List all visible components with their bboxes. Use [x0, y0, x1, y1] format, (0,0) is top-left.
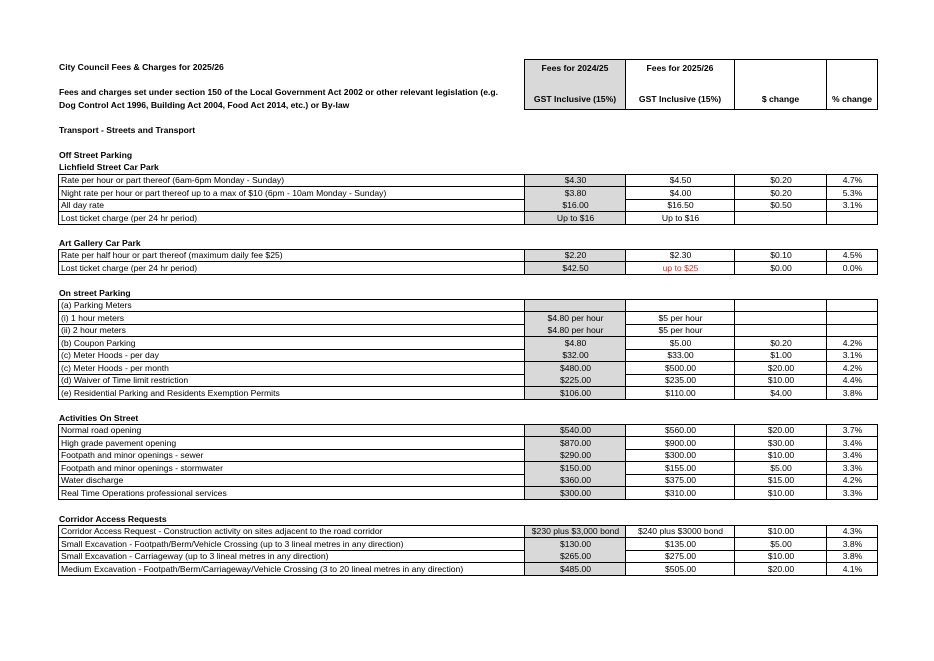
- dollar-change-cell: $0.20: [734, 187, 827, 200]
- page-subtitle-line1: Fees and charges set under section 150 of the Local Government Act 2002 or other relevant legislation (e.g.: [59, 87, 499, 97]
- dollar-change-cell: $5.00: [734, 538, 827, 551]
- percent-change-cell: 4.3%: [826, 525, 878, 538]
- section-title: Activities On Street: [59, 413, 139, 423]
- percent-change-cell: 3.1%: [826, 199, 878, 212]
- description-cell: Lost ticket charge (per 24 hr period): [58, 262, 525, 275]
- dollar-change-cell: $0.10: [734, 249, 827, 262]
- description-cell: Small Excavation - Footpath/Berm/Vehicle Crossing (up to 3 lineal metres in any direction): [58, 538, 525, 551]
- percent-change-cell: 3.3%: [826, 487, 878, 500]
- dollar-change-cell: $10.00: [734, 374, 827, 387]
- description-cell: Rate per half hour or part thereof (maximum daily fee $25): [58, 249, 525, 262]
- description-cell: Real Time Operations professional services: [58, 487, 525, 500]
- percent-change-cell: 3.8%: [826, 387, 878, 400]
- fee-2024-cell: $150.00: [524, 462, 626, 475]
- fee-2025-cell: $135.00: [625, 538, 735, 551]
- dollar-change-cell: [734, 312, 827, 325]
- fee-2025-cell: $310.00: [625, 487, 735, 500]
- description-cell: High grade pavement opening: [58, 437, 525, 450]
- fee-2025-cell: $2.30: [625, 249, 735, 262]
- percent-change-cell: 3.8%: [826, 550, 878, 563]
- dollar-change-cell: $5.00: [734, 462, 827, 475]
- section-subtitle: Lichfield Street Car Park: [59, 162, 159, 172]
- dollar-change-cell: $10.00: [734, 449, 827, 462]
- description-cell: (ii) 2 hour meters: [58, 324, 525, 337]
- section-title: Art Gallery Car Park: [59, 238, 141, 248]
- col-header-2025: [625, 59, 735, 110]
- description-cell: (e) Residential Parking and Residents Exemption Permits: [58, 387, 525, 400]
- dollar-change-cell: $4.00: [734, 387, 827, 400]
- fee-2025-cell: $275.00: [625, 550, 735, 563]
- description-cell: (c) Meter Hoods - per month: [58, 362, 525, 375]
- category-heading: Transport - Streets and Transport: [59, 125, 196, 135]
- fee-2024-cell: $42.50: [524, 262, 626, 275]
- fee-2024-cell: [524, 299, 626, 312]
- description-cell: (b) Coupon Parking: [58, 337, 525, 350]
- percent-change-cell: 3.1%: [826, 349, 878, 362]
- description-cell: (d) Waiver of Time limit restriction: [58, 374, 525, 387]
- fee-2024-cell: $225.00: [524, 374, 626, 387]
- dollar-change-cell: $30.00: [734, 437, 827, 450]
- description-cell: (c) Meter Hoods - per day: [58, 349, 525, 362]
- dollar-change-cell: $20.00: [734, 563, 827, 576]
- description-cell: Night rate per hour or part thereof up to a max of $10 (6pm - 10am Monday - Sunday): [58, 187, 525, 200]
- section-title: Off Street Parking: [59, 150, 133, 160]
- percent-change-cell: 3.7%: [826, 424, 878, 437]
- col-header-change-label: $ change: [761, 94, 800, 104]
- fee-2025-cell: $110.00: [625, 387, 735, 400]
- fee-2024-cell: $300.00: [524, 487, 626, 500]
- percent-change-cell: 4.2%: [826, 474, 878, 487]
- dollar-change-cell: $10.00: [734, 550, 827, 563]
- percent-change-cell: [826, 324, 878, 337]
- percent-change-cell: 4.2%: [826, 337, 878, 350]
- fee-2025-cell: $4.50: [625, 174, 735, 187]
- fee-2024-cell: $4.80 per hour: [524, 324, 626, 337]
- dollar-change-cell: $10.00: [734, 525, 827, 538]
- description-cell: Footpath and minor openings - stormwater: [58, 462, 525, 475]
- page-subtitle-line2: Dog Control Act 1996, Building Act 2004, Food Act 2014, etc.) or By-law: [59, 100, 350, 110]
- col-header-2025-top: Fees for 2025/26: [646, 63, 714, 73]
- description-cell: (i) 1 hour meters: [58, 312, 525, 325]
- fee-2025-cell: Up to $16: [625, 212, 735, 225]
- fee-2024-cell: $870.00: [524, 437, 626, 450]
- col-header-change: [734, 59, 827, 110]
- fee-2024-cell: $480.00: [524, 362, 626, 375]
- description-cell: Rate per hour or part thereof (6am-6pm Monday - Sunday): [58, 174, 525, 187]
- fee-2024-cell: Up to $16: [524, 212, 626, 225]
- section-title: Corridor Access Requests: [59, 514, 167, 524]
- fee-2025-cell: $5 per hour: [625, 312, 735, 325]
- fee-2025-cell: $300.00: [625, 449, 735, 462]
- description-cell: Medium Excavation - Footpath/Berm/Carriageway/Vehicle Crossing (3 to 20 lineal metres in any direction): [58, 563, 525, 576]
- fee-2025-cell: $5 per hour: [625, 324, 735, 337]
- description-cell: Water discharge: [58, 474, 525, 487]
- col-header-2024-bottom: GST Inclusive (15%): [533, 94, 617, 104]
- fee-2025-cell: $16.50: [625, 199, 735, 212]
- fee-2024-cell: $540.00: [524, 424, 626, 437]
- description-cell: (a) Parking Meters: [58, 299, 525, 312]
- fee-2024-cell: $16.00: [524, 199, 626, 212]
- fee-2024-cell: $4.80 per hour: [524, 312, 626, 325]
- percent-change-cell: 3.3%: [826, 462, 878, 475]
- description-cell: All day rate: [58, 199, 525, 212]
- fee-2025-cell: $240 plus $3000 bond: [625, 525, 735, 538]
- percent-change-cell: 4.4%: [826, 374, 878, 387]
- fee-2024-cell: $130.00: [524, 538, 626, 551]
- dollar-change-cell: $1.00: [734, 349, 827, 362]
- fee-2025-cell: $500.00: [625, 362, 735, 375]
- percent-change-cell: 3.4%: [826, 449, 878, 462]
- percent-change-cell: 3.4%: [826, 437, 878, 450]
- fee-2024-cell: $106.00: [524, 387, 626, 400]
- dollar-change-cell: $20.00: [734, 424, 827, 437]
- col-header-pct: [826, 59, 878, 110]
- percent-change-cell: 3.8%: [826, 538, 878, 551]
- fee-2025-cell: $375.00: [625, 474, 735, 487]
- dollar-change-cell: $0.00: [734, 262, 827, 275]
- description-cell: Lost ticket charge (per 24 hr period): [58, 212, 525, 225]
- dollar-change-cell: $20.00: [734, 362, 827, 375]
- description-cell: Footpath and minor openings - sewer: [58, 449, 525, 462]
- percent-change-cell: 5.3%: [826, 187, 878, 200]
- dollar-change-cell: $10.00: [734, 487, 827, 500]
- fee-2025-cell: $560.00: [625, 424, 735, 437]
- percent-change-cell: [826, 299, 878, 312]
- percent-change-cell: 4.2%: [826, 362, 878, 375]
- percent-change-cell: 4.1%: [826, 563, 878, 576]
- percent-change-cell: [826, 212, 878, 225]
- fee-2025-cell: $33.00: [625, 349, 735, 362]
- fee-2025-cell: $235.00: [625, 374, 735, 387]
- fee-2024-cell: $3.80: [524, 187, 626, 200]
- fee-2024-cell: $4.30: [524, 174, 626, 187]
- percent-change-cell: 0.0%: [826, 262, 878, 275]
- fee-2025-cell: $5.00: [625, 337, 735, 350]
- percent-change-cell: [826, 312, 878, 325]
- fee-2025-cell: $4.00: [625, 187, 735, 200]
- col-header-2025-bottom: GST Inclusive (15%): [638, 94, 722, 104]
- dollar-change-cell: $0.20: [734, 174, 827, 187]
- fee-2024-cell: $230 plus $3,000 bond: [524, 525, 626, 538]
- fee-2025-cell: [625, 299, 735, 312]
- col-header-pct-label: % change: [831, 94, 873, 104]
- fee-2025-cell: $155.00: [625, 462, 735, 475]
- page-title: City Council Fees & Charges for 2025/26: [59, 62, 224, 72]
- fee-2025-cell: $505.00: [625, 563, 735, 576]
- fee-2024-cell: $360.00: [524, 474, 626, 487]
- description-cell: Small Excavation - Carriageway (up to 3 lineal metres in any direction): [58, 550, 525, 563]
- col-header-2024-top: Fees for 2024/25: [541, 63, 609, 73]
- fee-2024-cell: $32.00: [524, 349, 626, 362]
- percent-change-cell: 4.7%: [826, 174, 878, 187]
- fee-2024-cell: $485.00: [524, 563, 626, 576]
- description-cell: Normal road opening: [58, 424, 525, 437]
- col-header-2024: [524, 59, 626, 110]
- dollar-change-cell: [734, 324, 827, 337]
- fee-2025-cell: $900.00: [625, 437, 735, 450]
- section-title: On street Parking: [59, 288, 131, 298]
- fee-2024-cell: $290.00: [524, 449, 626, 462]
- dollar-change-cell: $15.00: [734, 474, 827, 487]
- dollar-change-cell: [734, 212, 827, 225]
- percent-change-cell: 4.5%: [826, 249, 878, 262]
- dollar-change-cell: $0.20: [734, 337, 827, 350]
- dollar-change-cell: [734, 299, 827, 312]
- fee-2025-cell: up to $25: [625, 262, 735, 275]
- fee-2024-cell: $265.00: [524, 550, 626, 563]
- dollar-change-cell: $0.50: [734, 199, 827, 212]
- fee-2024-cell: $2.20: [524, 249, 626, 262]
- description-cell: Corridor Access Request - Construction activity on sites adjacent to the road corridor: [58, 525, 525, 538]
- fee-2024-cell: $4.80: [524, 337, 626, 350]
